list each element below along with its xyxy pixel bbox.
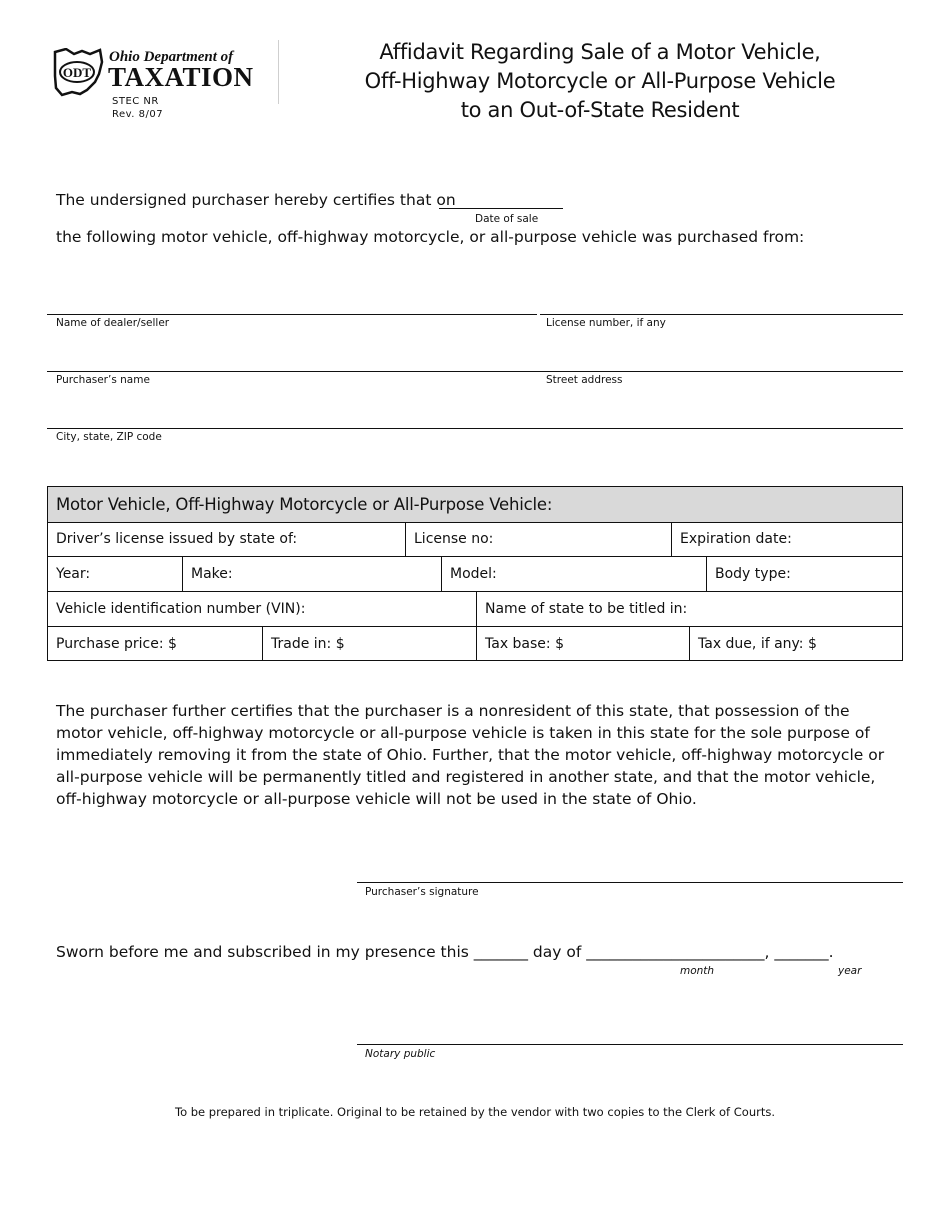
ohio-state-logo-icon — [52, 48, 104, 98]
year-label: Year: — [56, 566, 91, 582]
license-no-label: License no: — [414, 531, 494, 547]
state-titled-label: Name of state to be titled in: — [485, 601, 688, 617]
model-field[interactable] — [441, 557, 706, 591]
state-titled-field[interactable] — [476, 592, 902, 626]
form-revision: Rev. 8/07 — [112, 109, 164, 120]
body-type-label: Body type: — [715, 566, 791, 582]
trade-in-label: Trade in: $ — [271, 635, 345, 652]
license-number-field[interactable] — [540, 314, 903, 315]
dealer-name-label: Name of dealer/seller — [56, 317, 170, 329]
vin-label: Vehicle identification number (VIN): — [56, 601, 306, 617]
city-state-zip-field[interactable] — [47, 428, 903, 429]
intro-line-2: the following motor vehicle, off-highway motorcycle, or all-purpose vehicle was purchased from: — [56, 228, 805, 246]
notary-label: Notary public — [365, 1048, 436, 1060]
title-line-2: Off-Highway Motorcycle or All-Purpose Vehicle — [364, 69, 836, 93]
date-of-sale-field[interactable] — [439, 208, 563, 209]
dealer-name-field[interactable] — [47, 314, 537, 315]
table-row — [48, 557, 902, 592]
drivers-license-state-label: Driver’s license issued by state of: — [56, 531, 298, 547]
certification-paragraph: The purchaser further certifies that the purchaser is a nonresident of this state, that possession of the motor vehicle, off-highway motorcycle or all-purpose vehicle is taken in this state for the sole purpose of immediately removing it from the state of Ohio. Further, that the motor vehicle, off-highway motorcycle or all-purpose vehicle will be permanently titled and registered in another state, and that the motor vehicle, off-highway motorcycle or all-purpose vehicle will not be used in the state of Ohio. — [56, 702, 885, 808]
intro-line-1: The undersigned purchaser hereby certifies that on — [56, 191, 456, 209]
tax-due-label: Tax due, if any: $ — [698, 635, 817, 652]
purchaser-signature-label: Purchaser’s signature — [365, 886, 479, 898]
table-row — [48, 627, 902, 660]
purchase-price-label: Purchase price: $ — [56, 635, 177, 652]
trade-in-field[interactable] — [262, 627, 476, 660]
license-number-label: License number, if any — [546, 317, 666, 329]
title-line-1: Affidavit Regarding Sale of a Motor Vehicle, — [379, 40, 821, 64]
city-state-zip-label: City, state, ZIP code — [56, 431, 162, 443]
purchase-price-field[interactable] — [48, 627, 262, 660]
title-line-3: to an Out-of-State Resident — [460, 98, 740, 122]
form-code — [112, 95, 163, 121]
logo-mark-text: ODT — [62, 65, 92, 80]
tax-base-label: Tax base: $ — [485, 635, 564, 652]
sworn-statement: Sworn before me and subscribed in my presence this _______ day of _______________________, _______. — [56, 943, 834, 961]
model-label: Model: — [450, 566, 497, 582]
vin-field[interactable] — [48, 592, 476, 626]
notary-signature-field[interactable] — [357, 1044, 903, 1045]
purchaser-name-field[interactable] — [47, 371, 903, 372]
table-row — [48, 522, 902, 557]
street-address-label: Street address — [546, 374, 623, 386]
tax-base-field[interactable] — [476, 627, 689, 660]
make-label: Make: — [191, 566, 233, 582]
make-field[interactable] — [182, 557, 441, 591]
table-row — [48, 592, 902, 627]
form-id: STEC NR — [112, 96, 159, 107]
drivers-license-state-field[interactable] — [48, 522, 405, 556]
vehicle-table-heading-text: Motor Vehicle, Off-Highway Motorcycle or All-Purpose Vehicle: — [56, 495, 553, 514]
tax-due-field[interactable] — [689, 627, 902, 660]
expiration-date-field[interactable] — [671, 522, 902, 556]
purchaser-name-label: Purchaser’s name — [56, 374, 150, 386]
purchaser-signature-field[interactable] — [357, 882, 903, 883]
odt-logo — [52, 46, 262, 102]
date-of-sale-caption: Date of sale — [475, 213, 539, 225]
header-divider — [278, 40, 279, 104]
body-type-field[interactable] — [706, 557, 902, 591]
logo-department-text: Ohio Department of — [109, 49, 234, 65]
logo-taxation-text: TAXATION — [108, 62, 254, 92]
expiration-date-label: Expiration date: — [680, 531, 792, 547]
year-field[interactable] — [48, 557, 182, 591]
vehicle-table-heading — [48, 487, 902, 523]
license-no-field[interactable] — [405, 522, 671, 556]
month-caption: month — [680, 965, 715, 977]
form-title — [320, 38, 880, 125]
year-caption: year — [838, 965, 862, 977]
vehicle-table — [47, 486, 903, 661]
footer-note: To be prepared in triplicate. Original to be retained by the vendor with two copies to the Clerk of Courts. — [175, 1105, 775, 1119]
